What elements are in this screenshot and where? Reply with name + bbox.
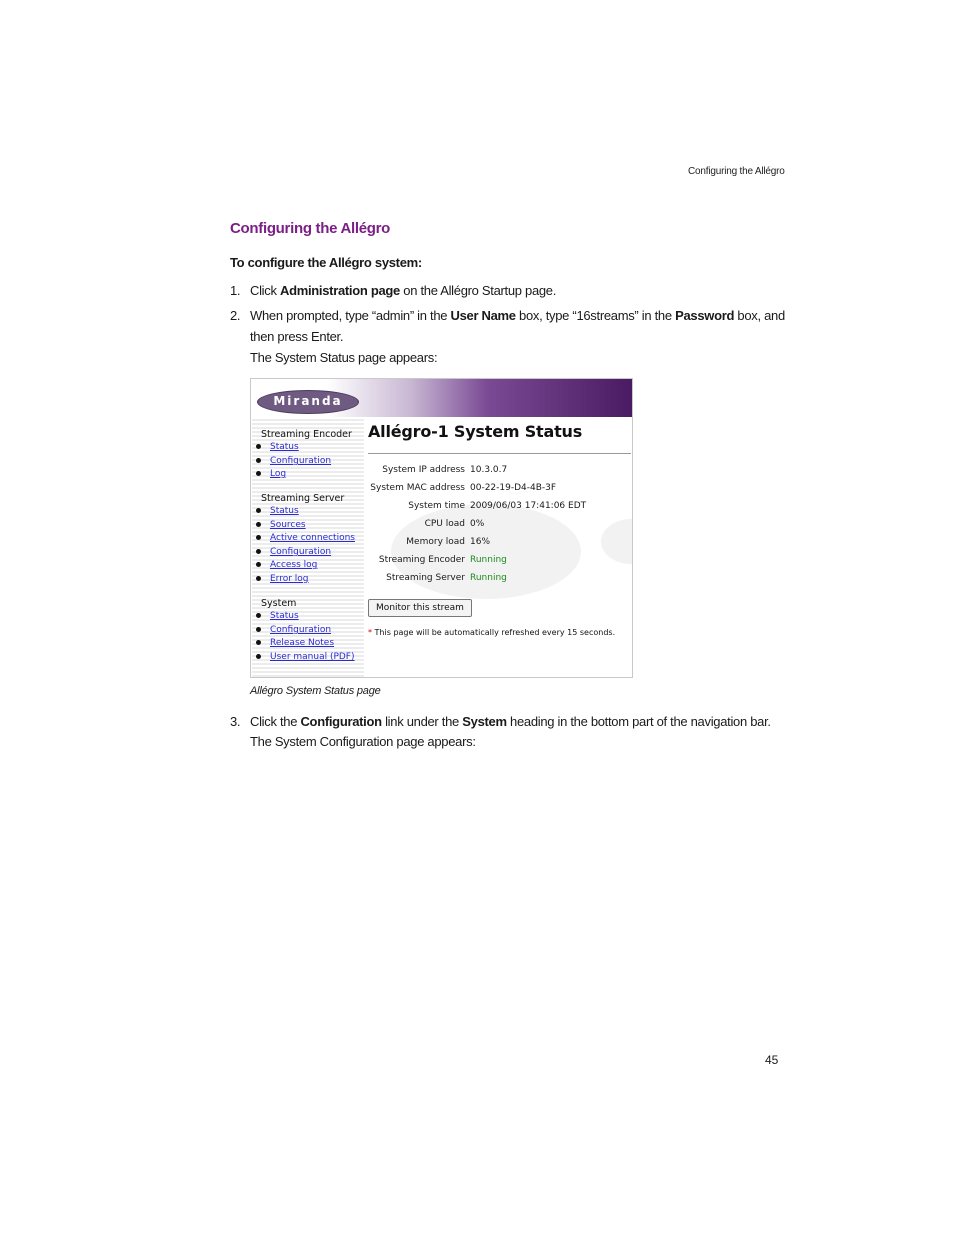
step-text: Click Administration page on the Allégro Startup page. xyxy=(250,283,557,298)
status-label: System MAC address xyxy=(370,483,465,493)
bullet-icon xyxy=(256,576,261,581)
step-number: 3. xyxy=(230,714,241,729)
bullet-icon xyxy=(256,471,261,476)
status-value: 00-22-19-D4-4B-3F xyxy=(470,483,557,493)
nav-heading-streaming-encoder: Streaming Encoder xyxy=(261,429,352,440)
nav-system-status[interactable]: Status xyxy=(256,611,299,621)
nav-system-release-notes[interactable]: Release Notes xyxy=(256,638,334,648)
asterisk: * xyxy=(368,628,372,637)
step-number: 1. xyxy=(230,283,241,298)
watermark-logo xyxy=(391,504,581,599)
bullet-icon xyxy=(256,562,261,567)
system-status-screenshot xyxy=(250,378,633,678)
status-label: Memory load xyxy=(406,537,465,547)
bullet-icon xyxy=(256,613,261,618)
bold-term: System xyxy=(462,714,507,729)
status-label: System time xyxy=(408,501,465,511)
status-label: Streaming Server xyxy=(386,573,465,583)
nav-server-sources[interactable]: Sources xyxy=(256,520,306,530)
nav-server-access-log[interactable]: Access log xyxy=(256,560,317,570)
nav-server-status[interactable]: Status xyxy=(256,506,299,516)
bullet-icon xyxy=(256,458,261,463)
miranda-logo: Miranda xyxy=(257,390,359,414)
nav-heading-streaming-server: Streaming Server xyxy=(261,493,345,504)
status-label: System IP address xyxy=(382,465,465,475)
nav-encoder-status[interactable]: Status xyxy=(256,442,299,452)
status-value: 0% xyxy=(470,519,485,529)
running-head: Configuring the Allégro xyxy=(688,166,785,177)
nav-encoder-configuration[interactable]: Configuration xyxy=(256,456,331,466)
refresh-note: * This page will be automatically refreshed every 15 seconds. xyxy=(368,628,616,637)
status-value-running: Running xyxy=(470,573,507,583)
status-page-title: Allégro-1 System Status xyxy=(368,422,583,441)
step-text: Click the Configuration link under the System heading in the bottom part of the navigation bar. xyxy=(250,714,771,729)
bullet-icon xyxy=(256,508,261,513)
nav-encoder-log[interactable]: Log xyxy=(256,469,286,479)
header-banner xyxy=(251,379,632,417)
bold-term: Configuration xyxy=(300,714,382,729)
figure-caption: Allégro System Status page xyxy=(250,685,381,697)
nav-heading-system: System xyxy=(261,598,297,609)
status-value: 16% xyxy=(470,537,491,547)
status-value-running: Running xyxy=(470,555,507,565)
bullet-icon xyxy=(256,522,261,527)
bullet-icon xyxy=(256,640,261,645)
status-label: CPU load xyxy=(424,519,465,529)
bullet-icon xyxy=(256,549,261,554)
bullet-icon xyxy=(256,627,261,632)
status-page-appears: The System Status page appears: xyxy=(250,350,438,365)
bullet-icon xyxy=(256,444,261,449)
status-value: 2009/06/03 17:41:06 EDT xyxy=(470,501,587,511)
watermark-logo-fragment xyxy=(601,519,633,564)
step-number: 2. xyxy=(230,308,241,323)
procedure-title: To configure the Allégro system: xyxy=(230,255,422,270)
step-text: When prompted, type “admin” in the User Name box, type “16streams” in the Password box, and then press Enter. xyxy=(250,308,785,344)
nav-server-configuration[interactable]: Configuration xyxy=(256,547,331,557)
bullet-icon xyxy=(256,654,261,659)
title-divider xyxy=(368,453,631,454)
bold-term: Administration page xyxy=(279,283,400,298)
section-title: Configuring the Allégro xyxy=(230,220,391,237)
status-label: Streaming Encoder xyxy=(378,555,465,565)
monitor-stream-button[interactable]: Monitor this stream xyxy=(368,599,472,617)
config-page-appears: The System Configuration page appears: xyxy=(250,734,476,749)
status-value: 10.3.0.7 xyxy=(470,465,508,475)
bullet-icon xyxy=(256,535,261,540)
nav-server-active-connections[interactable]: Active connections xyxy=(256,533,355,543)
navigation-bar xyxy=(252,417,364,677)
page-number: 45 xyxy=(765,1053,779,1067)
bold-term: Password xyxy=(675,308,735,323)
bold-term: User Name xyxy=(450,308,516,323)
nav-server-error-log[interactable]: Error log xyxy=(256,574,309,584)
nav-system-configuration[interactable]: Configuration xyxy=(256,625,331,635)
nav-system-user-manual[interactable]: User manual (PDF) xyxy=(256,652,355,662)
